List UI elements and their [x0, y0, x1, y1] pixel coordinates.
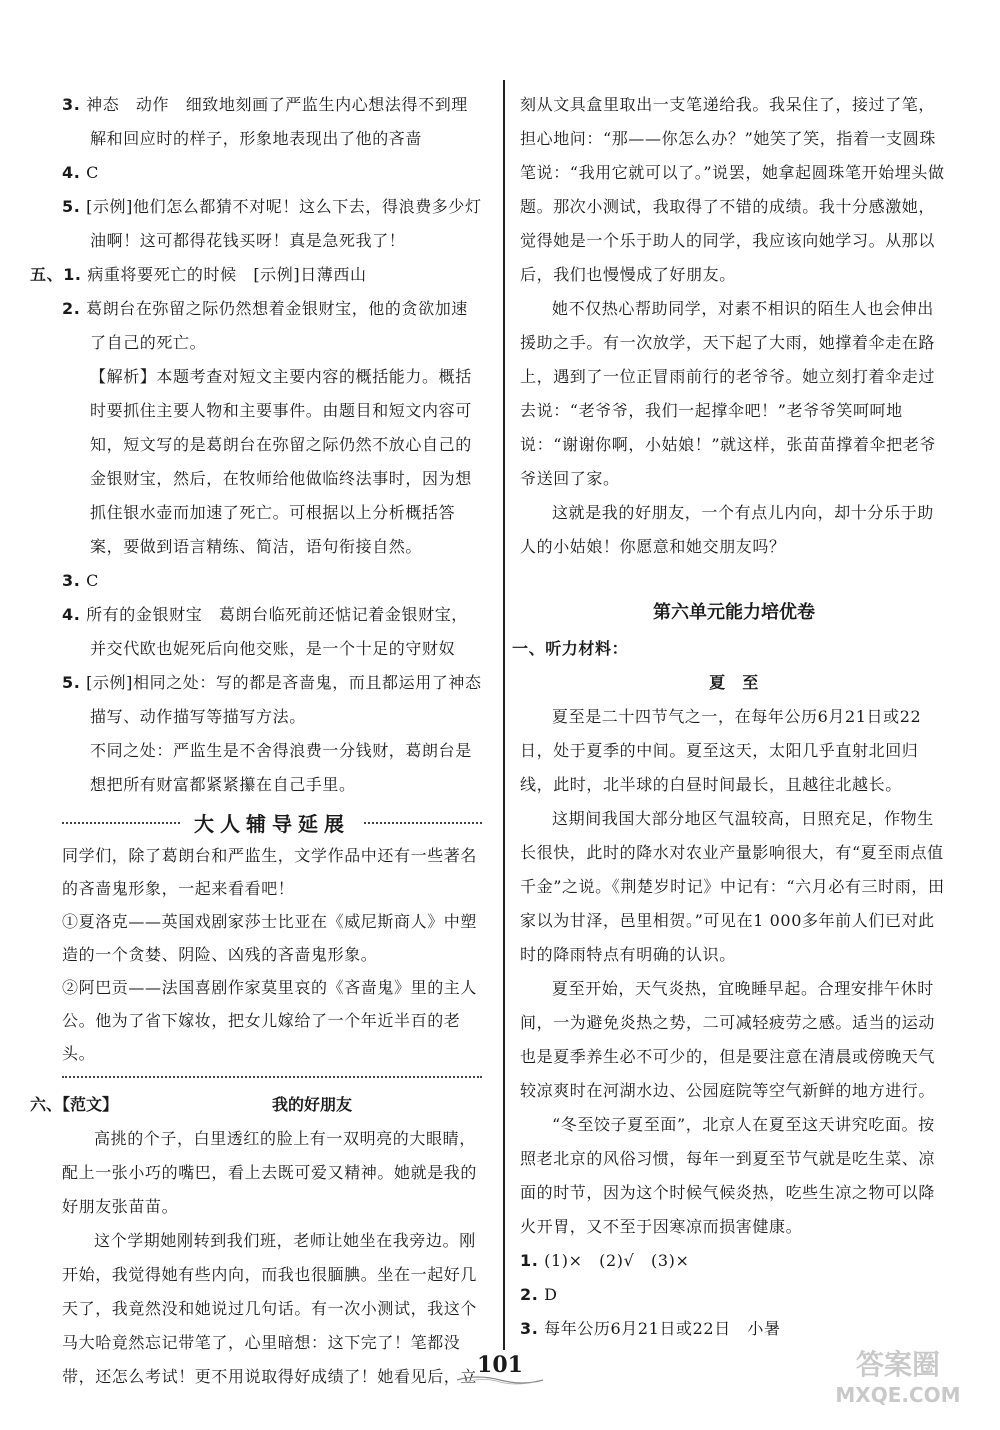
page-number: 101	[477, 1352, 523, 1378]
section-5-answer-2: 2. 葛朗台在弥留之际仍然想着金银财宝，他的贪欲加速了自己的死亡。	[62, 299, 468, 352]
section-5-answer-3: 3. C	[62, 571, 99, 590]
section-5-answer-4: 4. 所有的金银财宝 葛朗台临死前还惦记着金银财宝，并交代欧也妮死后向他交账，是一个十足的守财奴	[62, 605, 468, 658]
listening-paragraph-1: 夏至是二十四节气之一，在每年公历6月21日或22日，处于夏季的中间。夏至这天，太阳几乎直射北回归线，此时，北半球的白昼时间最长，且越往北越长。	[520, 707, 922, 794]
listening-paragraph-2: 这期间我国大部分地区气温较高，日照充足，作物生长很快，此时的降水对农业产量影响很大，有“夏至雨点值千金”之说。《荆楚岁时记》中记有：“六月必有三时雨，田家以为甘泽，邑里相贺。”可见在1 000多年前人们已对此时的降雨特点有明确的认识。	[520, 809, 945, 964]
svg-text:MXQE.COM: MXQE.COM	[835, 1383, 961, 1407]
essay-paragraph-2: 这个学期她刚转到我们班，老师让她坐在我旁边。刚开始，我觉得她有些内向，而我也很腼腆。坐在一起好几天了，我竟然没和她说过几句话。有一次小测试，我这个马大哈竟然忘记带笔了，心里暗想：这下完了！笔都没带，还怎么考试！更不用说取得好成绩了！她看见后，立	[62, 1231, 478, 1386]
listening-title: 夏 至	[709, 673, 759, 692]
extension-box-header	[62, 808, 482, 837]
essay-paragraph-4: 这就是我的好朋友，一个有点儿内向，却十分乐于助人的小姑娘！你愿意和她交朋友吗？	[520, 503, 934, 556]
unit-title: 第六单元能力培优卷	[653, 602, 815, 623]
essay-label: 六、【范文】	[30, 1095, 119, 1114]
difference-paragraph: 不同之处：严监生是不舍得浪费一分钱财，葛朗台是想把所有财富都紧紧攥在自己手里。	[90, 741, 472, 794]
answer-5: 5. [示例]他们怎么都猜不对呢！这么下去，得浪费多少灯油啊！这可都得花钱买呀！真是急死我了！	[62, 197, 482, 250]
extension-intro: 同学们，除了葛朗台和严监生，文学作品中还有一些著名的吝啬鬼形象，一起来看看吧！	[62, 846, 478, 898]
essay-title: 我的好朋友	[271, 1095, 352, 1114]
essay-paragraph-1: 高挑的个子，白里透红的脸上有一双明亮的大眼睛，配上一张小巧的嘴巴，看上去既可爱又精神。她就是我的好朋友张苗苗。	[62, 1129, 478, 1216]
essay-header	[30, 1088, 482, 1122]
listening-paragraph-3: 夏至开始，天气炎热，宜晚睡早起。合理安排午休时间，一为避免炎热之势，二可减轻疲劳之感。适当的运动也是夏季养生必不可少的，但是要注意在清晨或傍晚天气较凉爽时在河湖水边、公园庭院等空气新鲜的地方进行。	[520, 979, 936, 1100]
extension-box-title: 大人辅导延展	[194, 812, 350, 836]
answer-4: 4. C	[62, 163, 99, 182]
column-divider	[503, 80, 505, 1350]
extension-item-2: ②阿巴贡——法国喜剧作家莫里哀的《吝啬鬼》里的主人公。他为了省下嫁妆，把女儿嫁给了一个年近半百的老头。	[62, 978, 478, 1063]
essay-paragraph-3: 她不仅热心帮助同学，对素不相识的陌生人也会伸出援助之手。有一次放学，天下起了大雨，她撑着伞走在路上，遇到了一位正冒雨前行的老爷爷。她立刻打着伞走过去说：“老爷爷，我们一起撑伞吧！”老爷爷笑呵呵地说：“谢谢你啊，小姑娘！”就这样，张苗苗撑着伞把老爷爷送回了家。	[520, 299, 936, 488]
section-5-answer-5: 5. [示例]相同之处：写的都是吝啬鬼，而且都运用了神态描写、动作描写等描写方法。	[62, 673, 482, 726]
extension-item-1: ①夏洛克——英国戏剧家莎士比亚在《威尼斯商人》中塑造的一个贪婪、阴险、凶残的吝啬鬼形象。	[62, 912, 478, 964]
answer-3: 3. 神态 动作 细致地刻画了严监生内心想法得不到理解和回应时的样子，形象地表现出了他的吝啬	[62, 95, 468, 148]
listening-paragraph-4: “冬至饺子夏至面”，北京人在夏至这天讲究吃面。按照老北京的风俗习惯，每年一到夏至节气就是吃生菜、凉面的时节，因为这个时候气候炎热，吃些生凉之物可以降火开胃，又不至于因寒凉而损害健康。	[520, 1115, 936, 1236]
extension-box	[62, 808, 482, 1078]
listening-answer-3: 3. 每年公历6月21日或22日 小暑	[520, 1319, 781, 1338]
listening-label: 一、听力材料：	[512, 639, 629, 658]
listening-answer-1: 1. (1)× (2)√ (3)×	[520, 1251, 690, 1270]
right-column	[512, 88, 948, 1346]
analysis-paragraph: 【解析】本题考查对短文主要内容的概括能力。概括时要抓住主要人物和主要事件。由题目和短文内容可知，短文写的是葛朗台在弥留之际仍然不放心自己的金银财宝，然后，在牧师给他做临终法事时，因为想抓住银水壶而加速了死亡。可根据以上分析概括答案，要做到语言精练、简洁，语句衔接自然。	[90, 367, 472, 556]
listening-answer-2: 2. D	[520, 1285, 558, 1304]
svg-text:答案圈: 答案圈	[855, 1348, 941, 1381]
section-5-answer-1: 五、1. 病重将要死亡的时候 [示例]日薄西山	[30, 265, 367, 284]
watermark-logo	[818, 1344, 978, 1410]
left-column	[30, 88, 482, 1394]
essay-paragraph-2-cont: 刻从文具盒里取出一支笔递给我。我呆住了，接过了笔，担心地问：“那——你怎么办？”她笑了笑，指着一支圆珠笔说：“我用它就可以了。”说罢，她拿起圆珠笔开始埋头做题。那次小测试，我取得了不错的成绩。我十分感激她，觉得她是一个乐于助人的同学，我应该向她学习。从那以后，我们也慢慢成了好朋友。	[520, 95, 945, 284]
